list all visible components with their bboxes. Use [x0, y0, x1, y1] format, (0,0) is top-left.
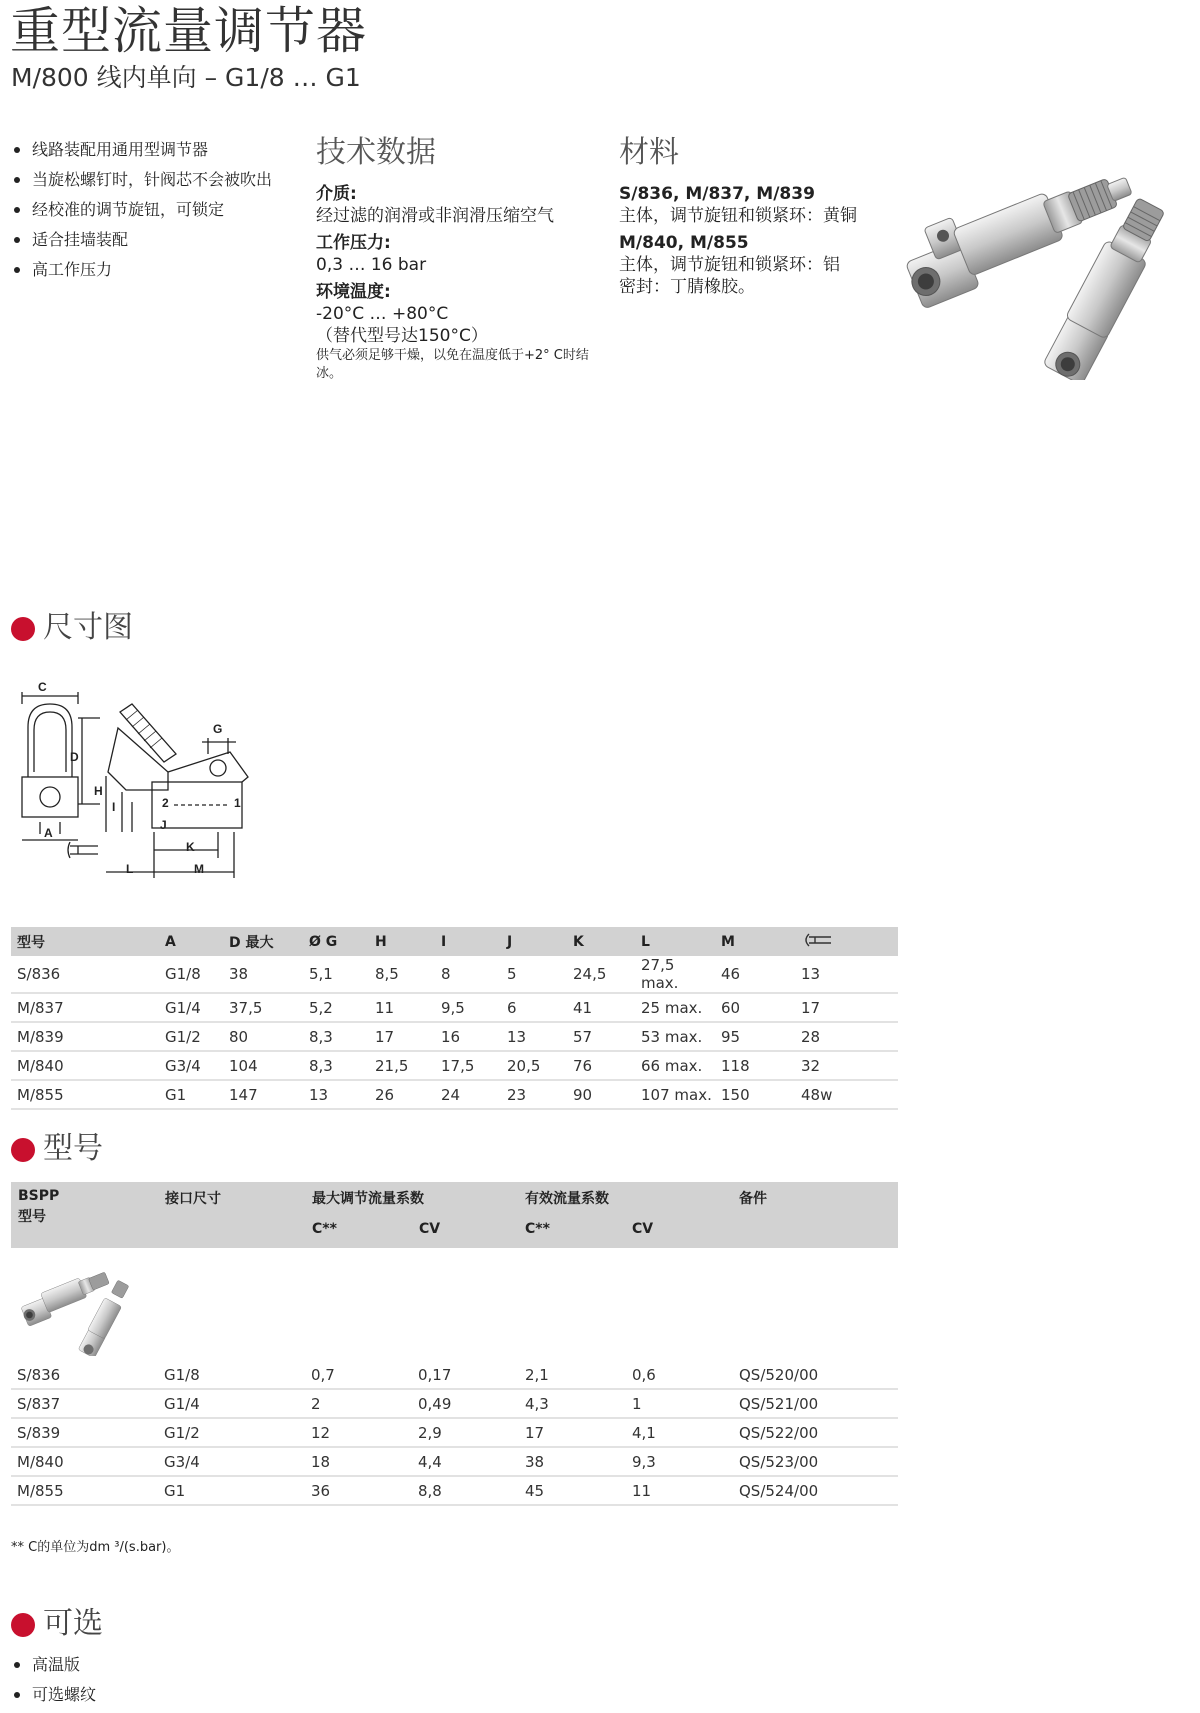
- header-port: 接口尺寸: [165, 1191, 221, 1207]
- table-cell: 13: [303, 1080, 369, 1109]
- header-eff-flow: 有效流量系数: [525, 1191, 609, 1207]
- table-cell: 0,49: [412, 1389, 519, 1418]
- table-cell: 8,8: [412, 1476, 519, 1505]
- table-cell: 13: [501, 1022, 567, 1051]
- header-c2: C**: [525, 1221, 550, 1237]
- header-cv2: CV: [632, 1221, 654, 1237]
- table-row: [11, 993, 898, 1022]
- table-cell: 18: [305, 1447, 412, 1476]
- feature-item: 线路装配用通用型调节器: [11, 135, 272, 165]
- table-cell: G1/2: [159, 1022, 223, 1051]
- col-header: 型号: [11, 927, 159, 956]
- table-cell: G1/2: [158, 1418, 305, 1447]
- label-h: H: [94, 784, 103, 798]
- section-bullet-icon: [11, 1138, 35, 1162]
- table-cell: QS/522/00: [733, 1418, 898, 1447]
- table-cell: 95: [715, 1022, 795, 1051]
- table-cell: M/855: [11, 1476, 158, 1505]
- table-cell: 6: [501, 993, 567, 1022]
- table-cell: 107 max.: [635, 1080, 715, 1109]
- table-cell: 1: [626, 1389, 733, 1418]
- col-header: H: [369, 927, 435, 956]
- section-models-heading: 型号: [43, 1131, 103, 1166]
- table-cell: 41: [567, 993, 635, 1022]
- table-cell: 80: [223, 1022, 303, 1051]
- model-table: [11, 1361, 898, 1506]
- option-item: 高温版: [11, 1650, 96, 1680]
- table-cell: 150: [715, 1080, 795, 1109]
- table-cell: 147: [223, 1080, 303, 1109]
- label-m: M: [194, 862, 204, 876]
- pressure-value: 0,3 … 16 bar: [316, 255, 427, 275]
- col-header: M: [715, 927, 795, 956]
- table-cell: M/855: [11, 1080, 159, 1109]
- col-header: L: [635, 927, 715, 956]
- table-cell: 4,4: [412, 1447, 519, 1476]
- table-row: [11, 1447, 898, 1476]
- table-cell: 32: [795, 1051, 898, 1080]
- pressure-label: 工作压力:: [316, 233, 391, 253]
- table-cell: 2: [305, 1389, 412, 1418]
- tech-data-heading: 技术数据: [316, 135, 436, 170]
- table-cell: S/837: [11, 1389, 158, 1418]
- table-cell: G3/4: [158, 1447, 305, 1476]
- table-cell: G1: [159, 1080, 223, 1109]
- page-subtitle: M/800 线内单向 – G1/8 … G1: [11, 63, 361, 92]
- table-cell: QS/524/00: [733, 1476, 898, 1505]
- table-cell: 8: [435, 956, 501, 993]
- materials-heading: 材料: [619, 135, 679, 170]
- table-cell: 28: [795, 1022, 898, 1051]
- table-row: [11, 1022, 898, 1051]
- table-cell: M/837: [11, 993, 159, 1022]
- header-c1: C**: [312, 1221, 337, 1237]
- table-cell: 27,5 max.: [635, 956, 715, 993]
- table-cell: 4,3: [519, 1389, 626, 1418]
- medium-value: 经过滤的润滑或非润滑压缩空气: [316, 206, 554, 226]
- table-cell: 76: [567, 1051, 635, 1080]
- feature-item: 当旋松螺钉时，针阀芯不会被吹出: [11, 165, 272, 195]
- table-cell: 17,5: [435, 1051, 501, 1080]
- materials-group1-label: S/836, M/837, M/839: [619, 184, 815, 204]
- feature-item: 经校准的调节旋钮，可锁定: [11, 195, 272, 225]
- table-cell: 9,3: [626, 1447, 733, 1476]
- table-cell: 20,5: [501, 1051, 567, 1080]
- table-cell: 48w: [795, 1080, 898, 1109]
- table-cell: 36: [305, 1476, 412, 1505]
- header-cv1: CV: [419, 1221, 441, 1237]
- header-bspp: BSPP: [18, 1188, 60, 1204]
- table-cell: 17: [519, 1418, 626, 1447]
- table-cell: QS/523/00: [733, 1447, 898, 1476]
- port-2-label: 2: [162, 796, 169, 810]
- table-row: [11, 1476, 898, 1505]
- header-spare: 备件: [739, 1191, 767, 1207]
- port-1-label: 1: [234, 796, 241, 810]
- table-cell: G1/4: [158, 1389, 305, 1418]
- table-cell: 45: [519, 1476, 626, 1505]
- table-cell: G1/8: [159, 956, 223, 993]
- table-cell: 60: [715, 993, 795, 1022]
- table-header-row: [11, 927, 898, 956]
- table-cell: 24,5: [567, 956, 635, 993]
- dimension-table: [11, 927, 898, 1110]
- table-row: [11, 1418, 898, 1447]
- table-cell: 0,7: [305, 1361, 412, 1389]
- table-cell: 9,5: [435, 993, 501, 1022]
- label-g: G: [213, 722, 223, 736]
- table-cell: 12: [305, 1418, 412, 1447]
- table-row: [11, 1051, 898, 1080]
- temperature-value: -20°C … +80°C: [316, 304, 449, 324]
- table-cell: 0,6: [626, 1361, 733, 1389]
- table-cell: 90: [567, 1080, 635, 1109]
- table-cell: S/836: [11, 956, 159, 993]
- table-row: [11, 956, 898, 993]
- product-thumbnail: [12, 1256, 142, 1356]
- option-item: 可选螺纹: [11, 1680, 96, 1710]
- table-cell: 16: [435, 1022, 501, 1051]
- footnote: ** C的单位为dm ³/(s.bar)。: [11, 1540, 180, 1555]
- table-cell: M/840: [11, 1447, 158, 1476]
- table-cell: 118: [715, 1051, 795, 1080]
- materials-group2-label: M/840, M/855: [619, 233, 749, 253]
- table-cell: 53 max.: [635, 1022, 715, 1051]
- feature-list: [11, 135, 272, 285]
- options-list: [11, 1650, 96, 1710]
- wrench-icon: [795, 927, 898, 956]
- table-cell: 46: [715, 956, 795, 993]
- header-model: 型号: [18, 1209, 46, 1225]
- table-cell: 13: [795, 956, 898, 993]
- table-cell: G1/4: [159, 993, 223, 1022]
- table-row: [11, 1080, 898, 1109]
- temperature-note: 供气必须足够干燥，以免在温度低于+2° C时结冰。: [316, 348, 589, 381]
- materials-group2-value1: 主体，调节旋钮和锁紧环：铝: [619, 255, 840, 275]
- materials-block: [619, 135, 879, 298]
- table-cell: G1/8: [158, 1361, 305, 1389]
- medium-label: 介质:: [316, 184, 357, 204]
- table-cell: 21,5: [369, 1051, 435, 1080]
- product-photo: [890, 140, 1190, 380]
- table-cell: S/839: [11, 1418, 158, 1447]
- table-row: [11, 1361, 898, 1389]
- table-cell: 8,5: [369, 956, 435, 993]
- table-cell: 17: [795, 993, 898, 1022]
- table-cell: 57: [567, 1022, 635, 1051]
- label-c: C: [38, 680, 47, 694]
- drawing-labels: [8, 682, 268, 882]
- table-cell: M/840: [11, 1051, 159, 1080]
- table-cell: 2,9: [412, 1418, 519, 1447]
- table-cell: 26: [369, 1080, 435, 1109]
- table-cell: G1: [158, 1476, 305, 1505]
- section-bullet-icon: [11, 617, 35, 641]
- feature-item: 适合挂墙装配: [11, 225, 272, 255]
- table-cell: G3/4: [159, 1051, 223, 1080]
- tech-data-block: [316, 135, 606, 383]
- table-cell: S/836: [11, 1361, 158, 1389]
- table-cell: 2,1: [519, 1361, 626, 1389]
- feature-item: 高工作压力: [11, 255, 272, 285]
- label-a: A: [44, 826, 53, 840]
- table-cell: M/839: [11, 1022, 159, 1051]
- table-cell: 8,3: [303, 1022, 369, 1051]
- section-dimensions-heading: 尺寸图: [43, 610, 133, 645]
- label-j: J: [160, 818, 167, 832]
- table-cell: 11: [369, 993, 435, 1022]
- materials-group1-value: 主体，调节旋钮和锁紧环：黄铜: [619, 206, 857, 226]
- section-options-heading: 可选: [43, 1606, 103, 1641]
- col-header: I: [435, 927, 501, 956]
- table-cell: 4,1: [626, 1418, 733, 1447]
- table-row: [11, 1389, 898, 1418]
- table-cell: 66 max.: [635, 1051, 715, 1080]
- table-cell: 37,5: [223, 993, 303, 1022]
- table-cell: 23: [501, 1080, 567, 1109]
- table-cell: QS/521/00: [733, 1389, 898, 1418]
- temperature-alt: （替代型号达150°C）: [316, 326, 488, 346]
- table-cell: 24: [435, 1080, 501, 1109]
- table-cell: 11: [626, 1476, 733, 1505]
- materials-group2-value2: 密封：丁腈橡胶。: [619, 277, 755, 297]
- table-cell: QS/520/00: [733, 1361, 898, 1389]
- col-header: J: [501, 927, 567, 956]
- table-cell: 104: [223, 1051, 303, 1080]
- table-cell: 5,1: [303, 956, 369, 993]
- table-cell: 38: [223, 956, 303, 993]
- label-k: K: [186, 840, 195, 854]
- table-cell: 38: [519, 1447, 626, 1476]
- label-d: D: [70, 750, 79, 764]
- section-bullet-icon: [11, 1613, 35, 1637]
- table-cell: 5,2: [303, 993, 369, 1022]
- table-cell: 17: [369, 1022, 435, 1051]
- col-header: D 最大: [223, 927, 303, 956]
- label-i: I: [112, 800, 116, 814]
- label-l: L: [126, 862, 134, 876]
- page-title: 重型流量调节器: [10, 2, 367, 60]
- header-max-flow: 最大调节流量系数: [312, 1191, 424, 1207]
- table-cell: 8,3: [303, 1051, 369, 1080]
- col-header: K: [567, 927, 635, 956]
- table-cell: 25 max.: [635, 993, 715, 1022]
- col-header: A: [159, 927, 223, 956]
- temperature-label: 环境温度:: [316, 282, 391, 302]
- table-cell: 5: [501, 956, 567, 993]
- table-cell: 0,17: [412, 1361, 519, 1389]
- col-header: Ø G: [303, 927, 369, 956]
